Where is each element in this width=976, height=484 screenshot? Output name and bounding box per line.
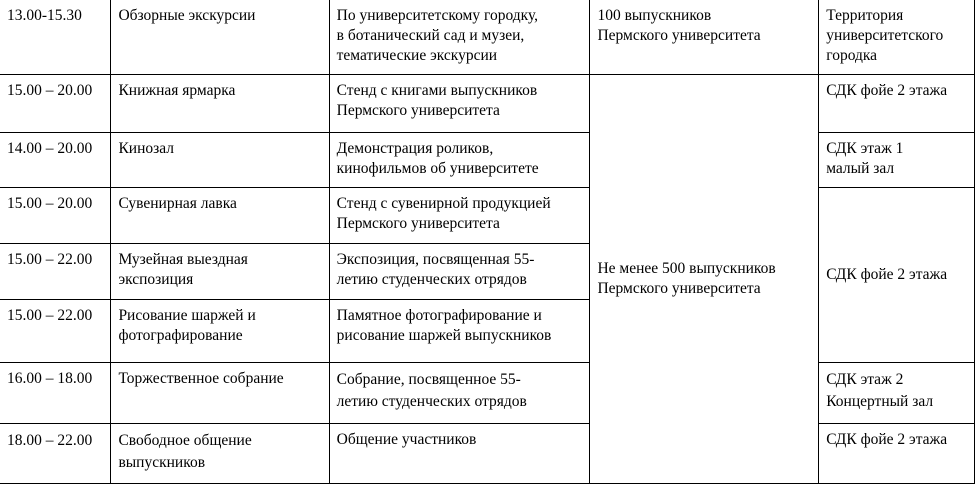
time-cell: 15.00 – 22.00 [0, 300, 111, 363]
time-cell: 14.00 – 20.00 [0, 133, 111, 188]
location-cell: СДК фойе 2 этажа [819, 75, 975, 133]
table-row [0, 75, 975, 133]
event-cell: Музейная выездная экспозиция [111, 244, 329, 300]
table-row [0, 133, 975, 188]
description-cell: Стенд с книгами выпускников Пермского университета [329, 75, 590, 133]
event-cell: Кинозал [111, 133, 329, 188]
description-cell: Демонстрация роликов, кинофильмов об университете [329, 133, 590, 188]
location-cell: Территория университетского городка [819, 0, 975, 75]
table-row [0, 363, 975, 424]
description-cell: Собрание, посвященное 55- летию студенческих отрядов [329, 363, 590, 424]
time-cell: 18.00 – 22.00 [0, 424, 111, 484]
time-cell: 13.00-15.30 [0, 0, 111, 75]
event-cell: Торжественное собрание [111, 363, 329, 424]
table-row [0, 424, 975, 484]
location-cell: СДК этаж 1 малый зал [819, 133, 975, 188]
participants-cell: 100 выпускников Пермского университета [590, 0, 819, 75]
table-row [0, 188, 975, 244]
location-merged-cell: СДК фойе 2 этажа [819, 188, 975, 363]
description-cell: Памятное фотографирование и рисование шаржей выпускников [329, 300, 590, 363]
event-cell: Обзорные экскурсии [111, 0, 329, 75]
description-cell: Экспозиция, посвященная 55- летию студенческих отрядов [329, 244, 590, 300]
table-row [0, 0, 975, 75]
location-cell: СДК этаж 2 Концертный зал [819, 363, 975, 424]
time-cell: 15.00 – 20.00 [0, 75, 111, 133]
description-cell: Общение участников [329, 424, 590, 484]
location-cell: СДК фойе 2 этажа [819, 424, 975, 484]
event-cell: Книжная ярмарка [111, 75, 329, 133]
participants-merged-cell: Не менее 500 выпускников Пермского университета [590, 75, 819, 484]
event-cell: Рисование шаржей и фотографирование [111, 300, 329, 363]
description-cell: Стенд с сувенирной продукцией Пермского университета [329, 188, 590, 244]
description-cell: По университетскому городку, в ботанический сад и музеи, тематические экскурсии [329, 0, 590, 75]
event-cell: Сувенирная лавка [111, 188, 329, 244]
time-cell: 16.00 – 18.00 [0, 363, 111, 424]
time-cell: 15.00 – 20.00 [0, 188, 111, 244]
time-cell: 15.00 – 22.00 [0, 244, 111, 300]
event-cell: Свободное общение выпускников [111, 424, 329, 484]
